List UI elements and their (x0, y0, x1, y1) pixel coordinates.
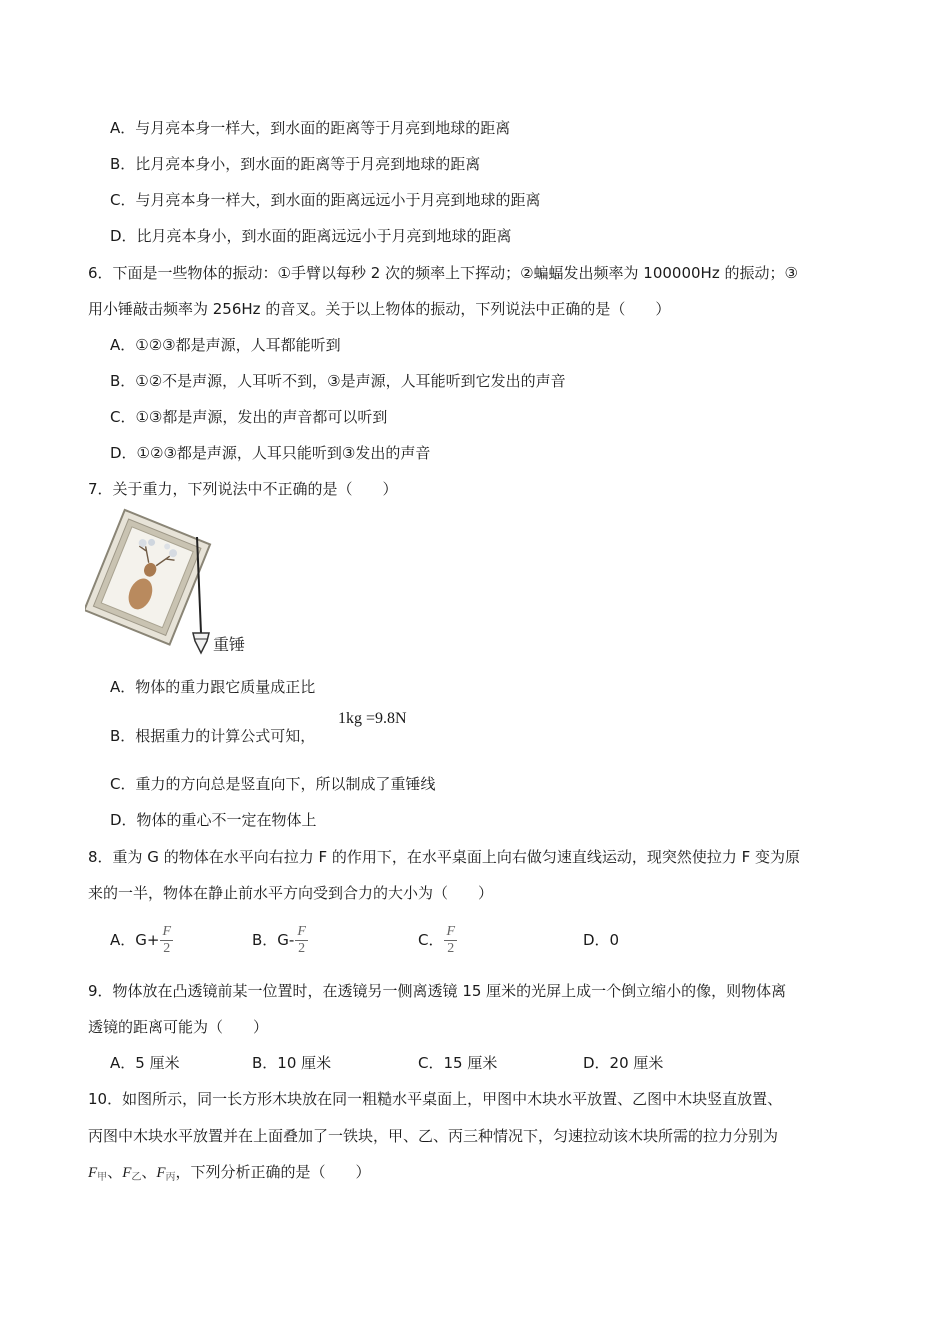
q8-option-c-label: C． (418, 931, 444, 949)
q8-stem-line1: 8．重为 G 的物体在水平向右拉力 F 的作用下，在水平桌面上向右做匀速直线运动，现突然使拉力 F 变为原 (88, 848, 801, 866)
fraction-denominator: 2 (163, 941, 171, 956)
q5-option-d: D．比月亮本身小，到水面的距离远远小于月亮到地球的距离 (110, 227, 512, 245)
q9-option-c: C．15 厘米 (418, 1054, 498, 1072)
q7-figure-label: 重锤 (213, 637, 246, 654)
q9-stem-line1: 9．物体放在凸透镜前某一位置时，在透镜另一侧离透镜 15 厘米的光屏上成一个倒立缩小的像，则物体离 (88, 982, 787, 1000)
force-subscript-bing: 丙 (165, 1172, 176, 1183)
fraction-numerator: F (162, 924, 172, 939)
q9-option-b: B．10 厘米 (252, 1054, 332, 1072)
q5-option-a: A．与月亮本身一样大，到水面的距离等于月亮到地球的距离 (110, 119, 511, 137)
q10-stem-line2: 丙图中木块水平放置并在上面叠加了一铁块，甲、乙、丙三种情况下，匀速拉动该木块所需的拉力分别为 (88, 1127, 779, 1145)
q7-option-c: C．重力的方向总是竖直向下，所以制成了重锤线 (110, 775, 436, 793)
q7-figure-plumb-bob-picture (85, 505, 285, 660)
q9-stem-line2: 透镜的距离可能为（ ） (88, 1018, 269, 1036)
q8-option-d: D．0 (583, 931, 620, 949)
fraction-numerator: F (297, 924, 306, 939)
force-symbol: F (88, 1165, 98, 1181)
fraction-denominator: 2 (447, 941, 455, 956)
q9-option-a: A．5 厘米 (110, 1054, 180, 1072)
q5-option-c: C．与月亮本身一样大，到水面的距离远远小于月亮到地球的距离 (110, 191, 541, 209)
q5-option-b: B．比月亮本身小，到水面的距离等于月亮到地球的距离 (110, 155, 481, 173)
q8-option-b (252, 922, 308, 958)
force-symbol: F (156, 1165, 166, 1181)
force-symbol: F (122, 1165, 132, 1181)
separator: 、 (141, 1163, 157, 1181)
q8-option-a (110, 922, 173, 958)
force-subscript-yi: 乙 (131, 1172, 142, 1183)
q8-option-b-label: B． (252, 931, 278, 949)
q7-option-b-formula: 1kg =9.8N (338, 710, 407, 727)
q7-stem: 7．关于重力，下列说法中不正确的是（ ） (88, 480, 398, 498)
q7-option-d: D．物体的重心不一定在物体上 (110, 811, 317, 829)
q7-option-b-text: B．根据重力的计算公式可知， (110, 727, 316, 745)
q8-option-a-expr: G+ (135, 931, 160, 949)
q6-option-a: A．①②③都是声源，人耳都能听到 (110, 336, 341, 354)
q6-option-b: B．①②不是声源，人耳听不到，③是声源，人耳能听到它发出的声音 (110, 372, 566, 390)
q10-stem-tail: ，下列分析正确的是（ ） (175, 1163, 371, 1181)
q6-option-c: C．①③都是声源，发出的声音都可以听到 (110, 408, 388, 426)
force-subscript-jia: 甲 (97, 1172, 108, 1183)
q6-stem-line2: 用小锤敲击频率为 256Hz 的音叉。关于以上物体的振动，下列说法中正确的是（ ） (88, 300, 671, 318)
q7-option-b (110, 726, 315, 746)
q8-option-b-expr: G- (277, 931, 295, 949)
q8-option-a-label: A． (110, 931, 136, 949)
q8-stem-line2: 来的一半，物体在静止前水平方向受到合力的大小为（ ） (88, 884, 494, 902)
q9-option-d: D．20 厘米 (583, 1054, 664, 1072)
q8-option-c-fraction (444, 924, 457, 957)
q8-option-a-fraction (160, 924, 173, 957)
fraction-numerator: F (446, 924, 456, 939)
fraction-denominator: 2 (298, 941, 306, 956)
q7-option-a: A．物体的重力跟它质量成正比 (110, 678, 316, 696)
q6-option-d: D．①②③都是声源，人耳只能听到③发出的声音 (110, 444, 431, 462)
q8-option-b-fraction (295, 924, 308, 957)
q10-stem-line3 (88, 1162, 371, 1188)
q8-option-c (418, 922, 457, 958)
q10-stem-line1: 10．如图所示，同一长方形木块放在同一粗糙水平桌面上，甲图中木块水平放置、乙图中木块竖直放置、 (88, 1090, 783, 1108)
q6-stem-line1: 6．下面是一些物体的振动：①手臂以每秒 2 次的频率上下挥动；②蝙蝠发出频率为 100000Hz 的振动；③ (88, 264, 798, 282)
separator: 、 (107, 1163, 123, 1181)
